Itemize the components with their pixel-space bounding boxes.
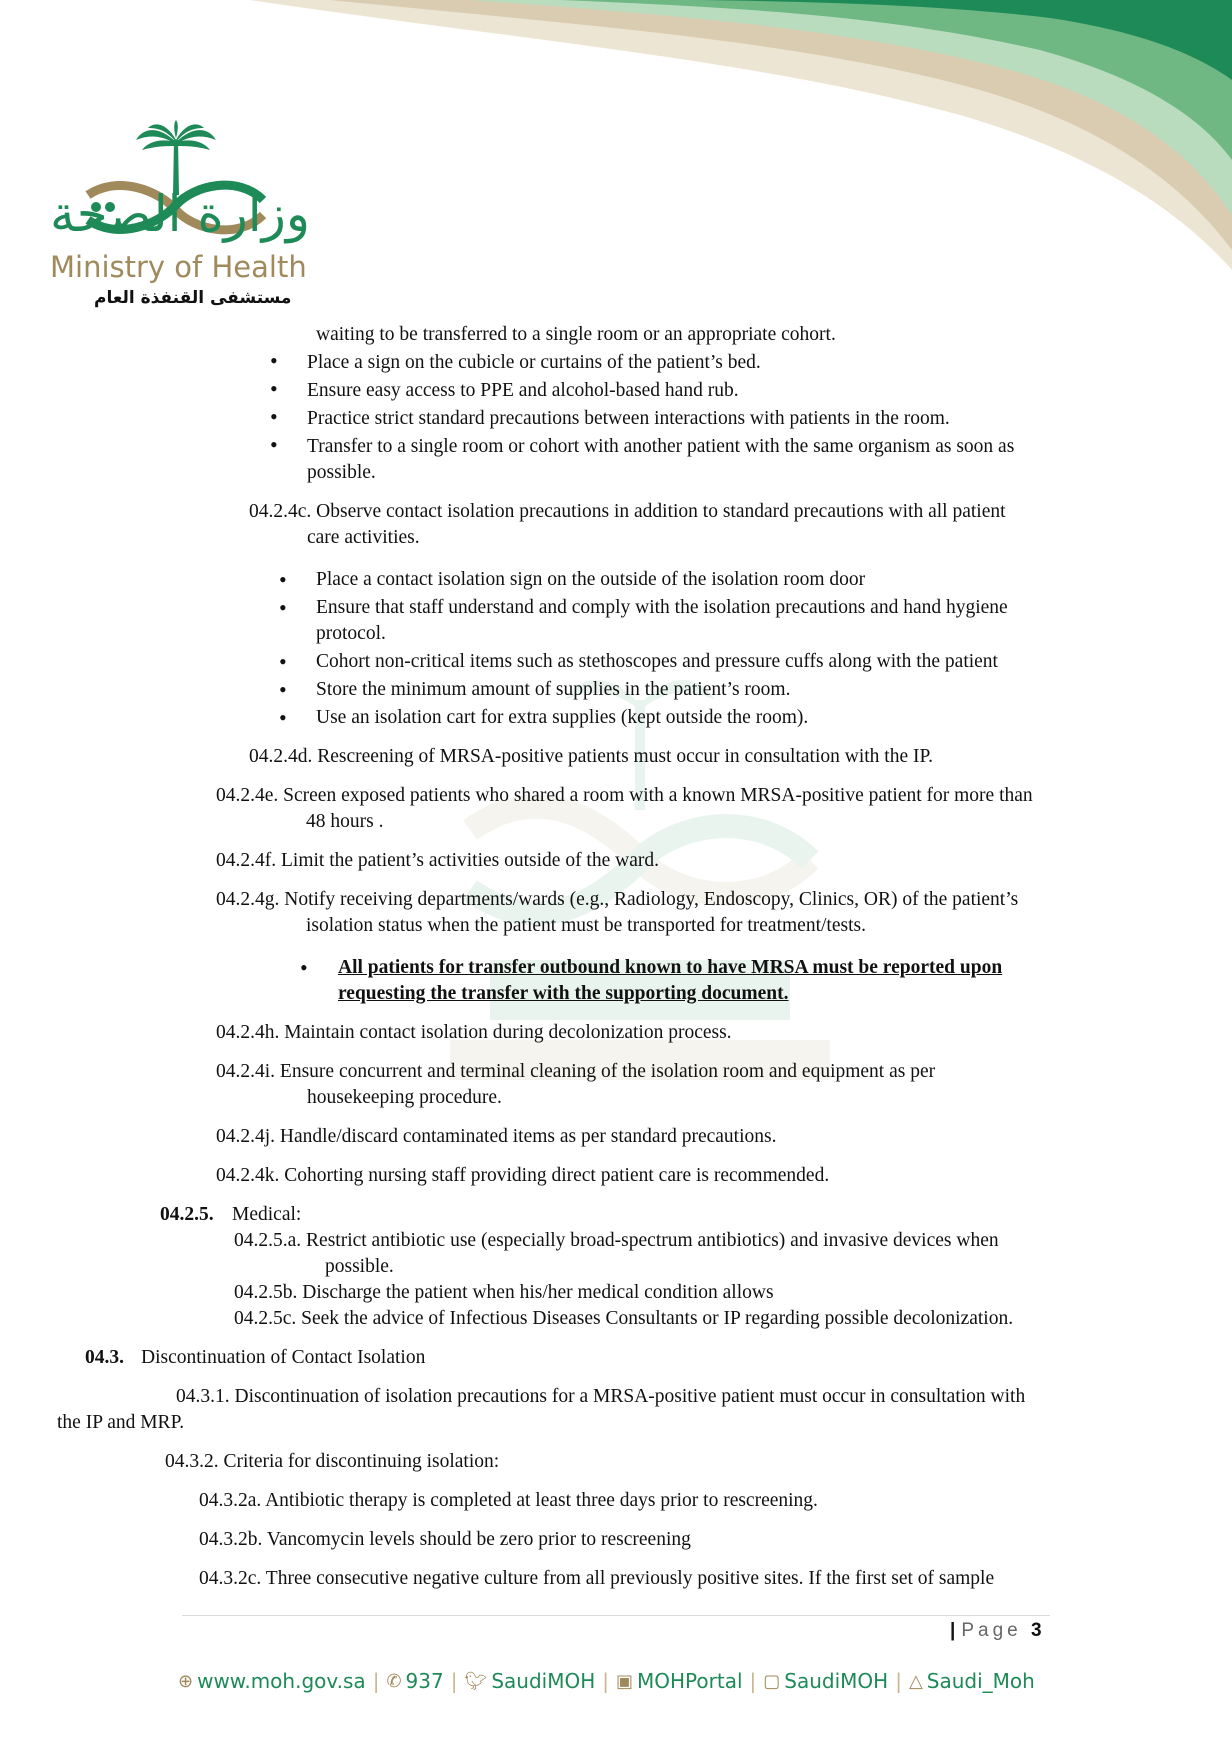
bullet-icon: •: [270, 376, 278, 401]
footer-youtube[interactable]: [616, 1669, 743, 1693]
page-number-value: 3: [1030, 1620, 1046, 1641]
section-04-3-1-continued: the IP and MRP.: [57, 1412, 185, 1433]
section-04-2-4k: 04.2.4k. Cohorting nursing staff providing direct patient care is recommended.: [216, 1165, 830, 1186]
section-number: 04.3.: [85, 1347, 124, 1368]
footer-separator: |: [895, 1669, 902, 1693]
section-04-2-5a-continued: possible.: [325, 1256, 394, 1277]
section-04-2-4d: 04.2.4d. Rescreening of MRSA-positive patients must occur in consultation with the IP.: [249, 746, 934, 767]
footer-divider: [182, 1615, 1050, 1616]
bullet-item: Practice strict standard precautions between interactions with patients in the room.: [307, 408, 950, 429]
bullet-icon: •: [279, 649, 287, 674]
footer-phone[interactable]: [386, 1669, 443, 1693]
bullet-icon: •: [300, 955, 308, 980]
important-note-continued: requesting the transfer with the supporting document.: [338, 983, 789, 1004]
important-note: All patients for transfer outbound known to have MRSA must be reported upon: [338, 957, 1003, 978]
bullet-item: Cohort non-critical items such as stethoscopes and pressure cuffs along with the patient: [316, 651, 998, 672]
bullet-icon: •: [279, 677, 287, 702]
section-04-2-5c: 04.2.5c. Seek the advice of Infectious Diseases Consultants or IP regarding possible decolonization.: [234, 1308, 1014, 1329]
twitter-icon: 🐦︎: [464, 1670, 488, 1692]
section-04-2-4h: 04.2.4h. Maintain contact isolation during decolonization process.: [216, 1022, 732, 1043]
section-04-2-4g-continued: isolation status when the patient must be transported for treatment/tests.: [306, 915, 866, 936]
snapchat-icon: △: [908, 1670, 923, 1692]
section-04-2-4e-continued: 48 hours .: [306, 811, 384, 832]
bullet-item-continued: possible.: [307, 462, 376, 483]
footer-separator: |: [602, 1669, 609, 1693]
footer-website[interactable]: [178, 1669, 366, 1693]
footer-separator: |: [372, 1669, 380, 1693]
section-04-2-5b: 04.2.5b. Discharge the patient when his/her medical condition allows: [234, 1282, 774, 1303]
bullet-icon: •: [279, 567, 287, 592]
bullet-item: Store the minimum amount of supplies in the patient’s room.: [316, 679, 791, 700]
bullet-item: Place a contact isolation sign on the outside of the isolation room door: [316, 569, 866, 590]
section-04-2-4j: 04.2.4j. Handle/discard contaminated items as per standard precautions.: [216, 1126, 777, 1147]
section-04-2-4e: 04.2.4e. Screen exposed patients who shared a room with a known MRSA-positive patient for more than: [216, 785, 1033, 806]
footer-snapchat[interactable]: [909, 1669, 1035, 1693]
footer-twitter[interactable]: [464, 1669, 595, 1693]
youtube-text: MOHPortal: [637, 1669, 743, 1693]
bullet-icon: •: [270, 432, 278, 457]
section-04-2-4c: 04.2.4c. Observe contact isolation precautions in addition to standard precautions with all patient: [249, 501, 1006, 522]
section-heading: Medical:: [232, 1204, 302, 1225]
section-04-2-4i: 04.2.4i. Ensure concurrent and terminal cleaning of the isolation room and equipment as per: [216, 1061, 936, 1082]
website-text: www.moh.gov.sa: [197, 1669, 366, 1693]
footer-facebook[interactable]: [763, 1669, 888, 1693]
bullet-item: Ensure easy access to PPE and alcohol-based hand rub.: [307, 380, 739, 401]
bullet-item: Ensure that staff understand and comply with the isolation precautions and hand hygiene: [316, 597, 1008, 618]
page-label: Page: [961, 1620, 1022, 1641]
globe-icon: ⊕: [178, 1670, 194, 1692]
section-04-3-2a: 04.3.2a. Antibiotic therapy is completed at least three days prior to rescreening.: [199, 1490, 818, 1511]
phone-text: 937: [405, 1669, 444, 1693]
bullet-item: Transfer to a single room or cohort with another patient with the same organism as soon as: [307, 436, 1015, 457]
bullet-icon: •: [270, 348, 278, 373]
section-04-2-4c-continued: care activities.: [307, 527, 420, 548]
section-04-3-2: 04.3.2. Criteria for discontinuing isolation:: [165, 1451, 500, 1472]
logo-english-text: Ministry of Health: [50, 250, 307, 284]
section-04-2-4f: 04.2.4f. Limit the patient’s activities outside of the ward.: [216, 850, 659, 871]
snapchat-text: Saudi_Moh: [926, 1669, 1035, 1693]
bullet-item: Place a sign on the cubicle or curtains of the patient’s bed.: [307, 352, 761, 373]
text-line: waiting to be transferred to a single room or an appropriate cohort.: [316, 324, 836, 345]
bullet-item: Use an isolation cart for extra supplies (kept outside the room).: [316, 707, 809, 728]
section-04-3-2b: 04.3.2b. Vancomycin levels should be zero prior to rescreening: [199, 1529, 691, 1550]
section-04-3-2c: 04.3.2c. Three consecutive negative culture from all previously positive sites. If the first set of sample: [199, 1568, 995, 1589]
bullet-icon: •: [279, 595, 287, 620]
page-bar: |: [950, 1620, 956, 1641]
bullet-icon: •: [270, 404, 278, 429]
twitter-text: SaudiMOH: [491, 1669, 596, 1693]
youtube-icon: ▣: [616, 1670, 634, 1692]
hospital-name: مستشفى القنفذة العام: [94, 288, 292, 308]
section-04-2-4i-continued: housekeeping procedure.: [307, 1087, 502, 1108]
section-04-2-4g: 04.2.4g. Notify receiving departments/wards (e.g., Radiology, Endoscopy, Clinics, OR) of the patient’s: [216, 889, 1019, 910]
section-heading: Discontinuation of Contact Isolation: [141, 1347, 426, 1368]
bullet-icon: •: [279, 705, 287, 730]
footer-contacts: [178, 1666, 1035, 1696]
footer-separator: |: [749, 1669, 757, 1693]
facebook-text: SaudiMOH: [784, 1669, 889, 1693]
section-04-2-5a: 04.2.5.a. Restrict antibiotic use (especially broad-spectrum antibiotics) and invasive devices when: [234, 1230, 999, 1251]
footer-separator: |: [450, 1669, 458, 1693]
section-04-3-1: 04.3.1. Discontinuation of isolation precautions for a MRSA-positive patient must occur in consultation with: [176, 1386, 1026, 1407]
page-number: [950, 1620, 1046, 1642]
phone-icon: ✆: [386, 1670, 402, 1692]
logo-arabic-text: وزارة الصحة: [50, 185, 310, 243]
bullet-item-continued: protocol.: [316, 623, 386, 644]
facebook-icon: ▢: [763, 1670, 781, 1692]
section-number: 04.2.5.: [160, 1204, 214, 1225]
